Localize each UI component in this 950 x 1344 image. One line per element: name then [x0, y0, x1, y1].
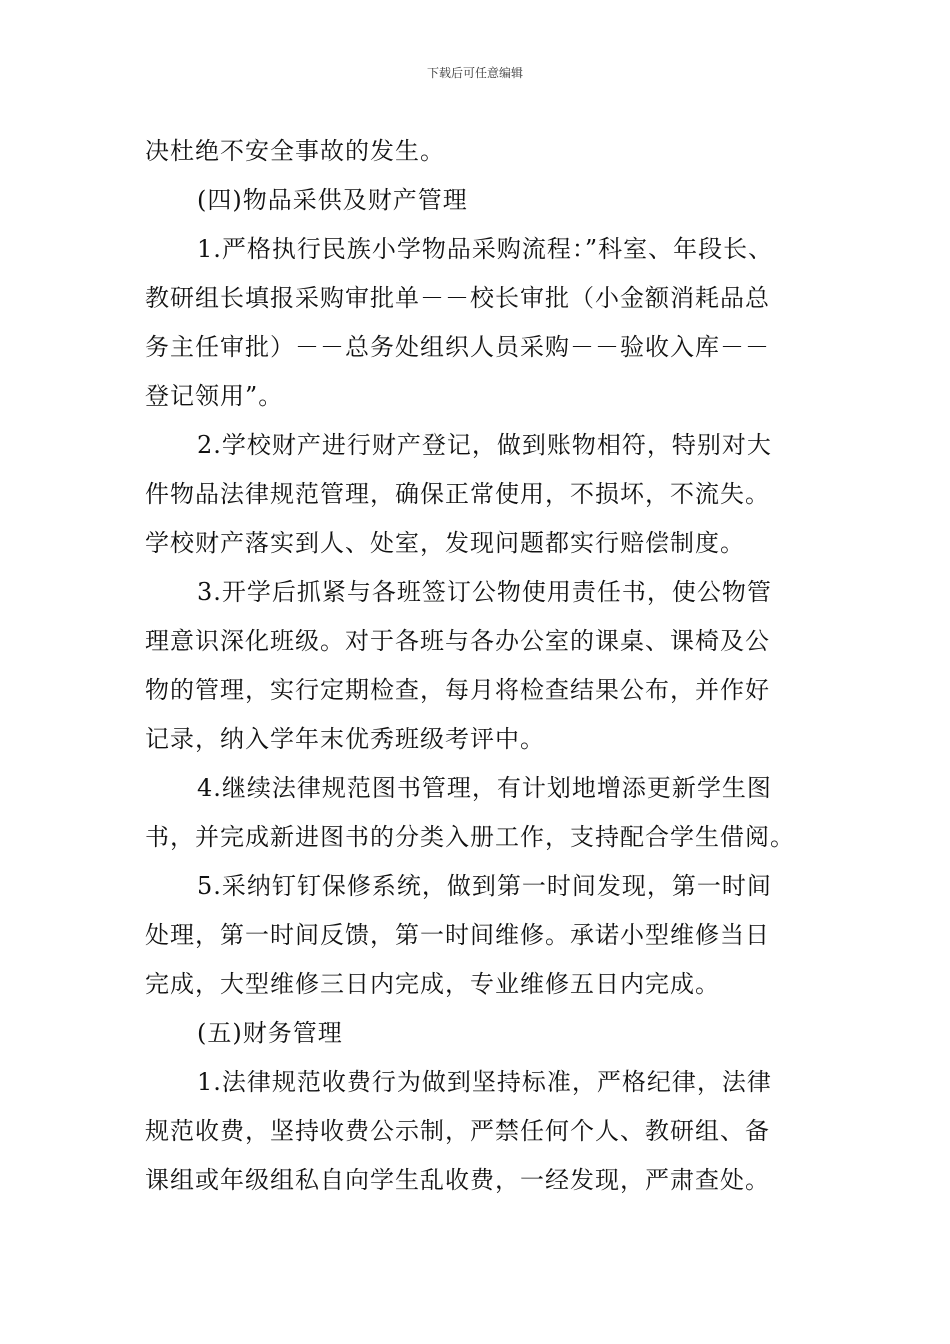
text-line: 件物品法律规范管理，确保正常使用，不损坏，不流失。 — [145, 480, 770, 508]
paragraph-procurement-4 — [145, 764, 825, 862]
text-line: 2.学校财产进行财产登记，做到账物相符，特别对大 — [197, 431, 772, 459]
text-line: 书，并完成新进图书的分类入册工作，支持配合学生借阅。 — [145, 823, 795, 851]
section-heading-procurement — [145, 176, 825, 225]
text-line: 决杜绝不安全事故的发生。 — [145, 137, 445, 165]
text-line: 登记领用”。 — [145, 382, 284, 410]
text-line: 处理，第一时间反馈，第一时间维修。承诺小型维修当日 — [145, 921, 770, 949]
text-line: 1.法律规范收费行为做到坚持标准，严格纪律，法律 — [197, 1068, 772, 1096]
section-heading: (四)物品采供及财产管理 — [197, 186, 468, 214]
text-line: 学校财产落实到人、处室，发现问题都实行赔偿制度。 — [145, 529, 745, 557]
section-heading: (五)财务管理 — [197, 1019, 343, 1047]
text-line: 完成，大型维修三日内完成，专业维修五日内完成。 — [145, 970, 720, 998]
paragraph-safety-conclusion — [145, 127, 825, 176]
text-line: 记录，纳入学年末优秀班级考评中。 — [145, 725, 545, 753]
text-line: 务主任审批）－－总务处组织人员采购－－验收入库－－ — [145, 333, 770, 361]
paragraph-finance-1 — [145, 1058, 825, 1205]
paragraph-procurement-1 — [145, 225, 825, 421]
text-line: 教研组长填报采购审批单－－校长审批（小金额消耗品总 — [145, 284, 770, 312]
text-line: 1.严格执行民族小学物品采购流程：”科室、年段长、 — [197, 235, 774, 263]
document-body — [145, 127, 825, 1205]
paragraph-procurement-3 — [145, 568, 825, 764]
text-line: 规范收费，坚持收费公示制，严禁任何个人、教研组、备 — [145, 1117, 770, 1145]
text-line: 课组或年级组私自向学生乱收费，一经发现，严肃查处。 — [145, 1166, 770, 1194]
text-line: 3.开学后抓紧与各班签订公物使用责任书，使公物管 — [197, 578, 772, 606]
text-line: 物的管理，实行定期检查，每月将检查结果公布，并作好 — [145, 676, 770, 704]
paragraph-procurement-5 — [145, 862, 825, 1009]
section-heading-finance — [145, 1009, 825, 1058]
text-line: 理意识深化班级。对于各班与各办公室的课桌、课椅及公 — [145, 627, 770, 655]
page-header-note: 下载后可任意编辑 — [426, 66, 523, 80]
paragraph-procurement-2 — [145, 421, 825, 568]
text-line: 5.采纳钉钉保修系统，做到第一时间发现，第一时间 — [197, 872, 772, 900]
text-line: 4.继续法律规范图书管理，有计划地增添更新学生图 — [197, 774, 772, 802]
